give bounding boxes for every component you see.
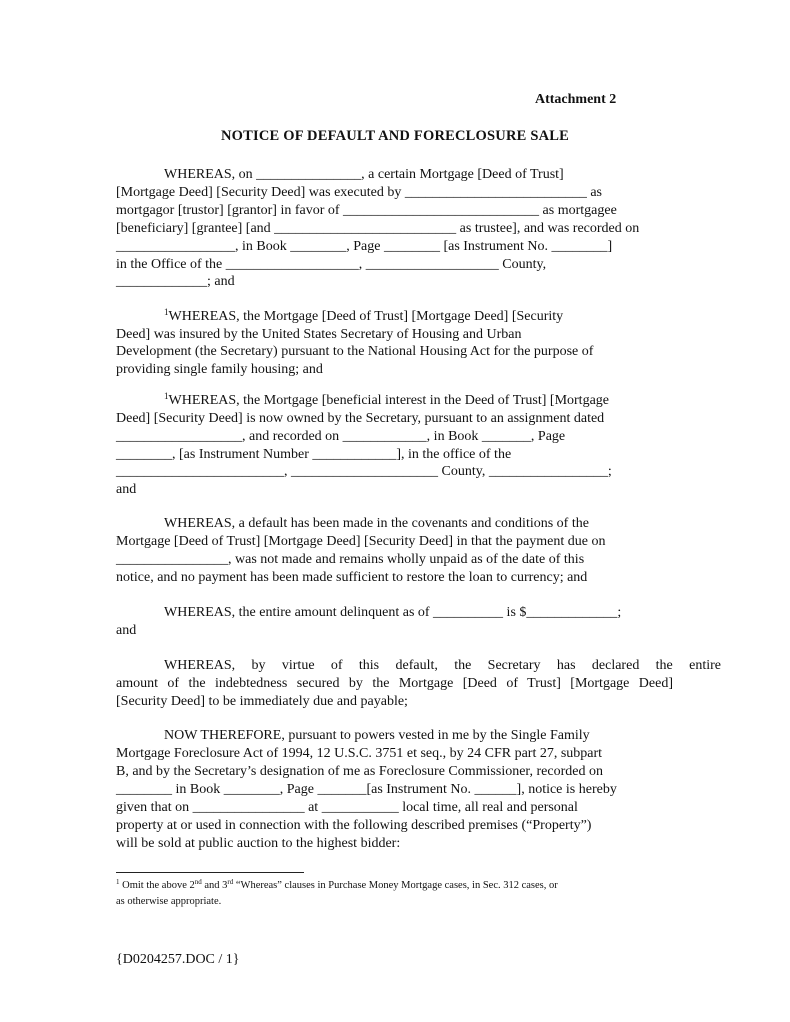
text-line: _________________, in Book ________, Page ________ [as Instrument No. ________] — [116, 239, 613, 254]
ordinal-suffix: rd — [227, 878, 234, 886]
text-line: B, and by the Secretary’s designation of me as Foreclosure Commissioner, recorded on — [116, 764, 603, 779]
ordinal-suffix: nd — [194, 878, 202, 886]
text-line: Development (the Secretary) pursuant to the National Housing Act for the purpose of — [116, 344, 594, 359]
text-line: and — [116, 482, 137, 497]
text-line: providing single family housing; and — [116, 362, 323, 377]
text-span: WHEREAS, the Mortgage [Deed of Trust] [Mortgage Deed] [Security — [168, 309, 564, 324]
text-line: Deed] was insured by the United States Secretary of Housing and Urban — [116, 327, 522, 342]
document-id: {D0204257.DOC / 1} — [116, 952, 240, 967]
text-line: and — [116, 623, 137, 638]
text-line: ________________________, _____________________ County, _________________; — [116, 464, 612, 479]
text-line: Deed] [Security Deed] is now owned by the Secretary, pursuant to an assignment dated — [116, 411, 605, 426]
text-line: ________, [as Instrument Number ____________], in the office of the — [116, 447, 512, 462]
attachment-label: Attachment 2 — [535, 92, 617, 107]
text-line: notice, and no payment has been made sufficient to restore the loan to currency; and — [116, 570, 588, 585]
text-line: amount of the indebtedness secured by the Mortgage [Deed of Trust] [Mortgage Deed] — [116, 676, 673, 691]
text-line: NOW THEREFORE, pursuant to powers vested in me by the Single Family — [164, 728, 590, 743]
text-span: WHEREAS, the Mortgage [beneficial interest in the Deed of Trust] [Mortgage — [168, 393, 610, 408]
text-line: Mortgage Foreclosure Act of 1994, 12 U.S.C. 3751 et seq., by 24 CFR part 27, subpart — [116, 746, 603, 761]
text-line: WHEREAS, on _______________, a certain Mortgage [Deed of Trust] — [164, 167, 564, 182]
text-line: WHEREAS, by virtue of this default, the Secretary has declared the entire — [164, 658, 721, 673]
footnote-mark: 1 — [164, 391, 169, 401]
footnote-divider — [116, 872, 304, 873]
text-line: property at or used in connection with the following described premises (“Property”) — [116, 818, 592, 833]
text-line: [Mortgage Deed] [Security Deed] was executed by __________________________ as — [116, 185, 602, 200]
text-line: mortgagor [trustor] [grantor] in favor of ____________________________ as mortgagee — [116, 203, 617, 218]
footnote-mark: 1 — [164, 307, 169, 317]
text-line: WHEREAS, a default has been made in the covenants and conditions of the — [164, 516, 589, 531]
text-line: ________________, was not made and remains wholly unpaid as of the date of this — [116, 552, 585, 567]
footnote-text-line-2: as otherwise appropriate. — [116, 896, 222, 907]
text-span: and 3 — [201, 880, 228, 891]
footnote-mark: 1 — [116, 878, 120, 886]
text-line: _____________; and — [116, 274, 235, 289]
text-line: will be sold at public auction to the highest bidder: — [116, 836, 401, 851]
text-line: WHEREAS, the entire amount delinquent as of __________ is $_____________; — [164, 605, 622, 620]
text-line — [116, 392, 609, 410]
text-line: [Security Deed] to be immediately due and payable; — [116, 694, 408, 709]
document-title: NOTICE OF DEFAULT AND FORECLOSURE SALE — [220, 128, 570, 144]
text-span: Omit the above 2 — [119, 880, 195, 891]
text-line: given that on ________________ at ___________ local time, all real and personal — [116, 800, 578, 815]
text-line: [beneficiary] [grantee] [and __________________________ as trustee], and was recorded on — [116, 221, 640, 236]
text-line — [116, 308, 563, 326]
footnote-text — [116, 879, 558, 893]
text-line: Mortgage [Deed of Trust] [Mortgage Deed] [Security Deed] in that the payment due on — [116, 534, 606, 549]
text-line: ________ in Book ________, Page _______[as Instrument No. ______], notice is hereby — [116, 782, 617, 797]
text-span: “Whereas” clauses in Purchase Money Mortgage cases, in Sec. 312 cases, or — [233, 880, 558, 891]
text-line: in the Office of the ___________________, ___________________ County, — [116, 257, 547, 272]
text-line: __________________, and recorded on ____________, in Book _______, Page — [116, 429, 566, 444]
